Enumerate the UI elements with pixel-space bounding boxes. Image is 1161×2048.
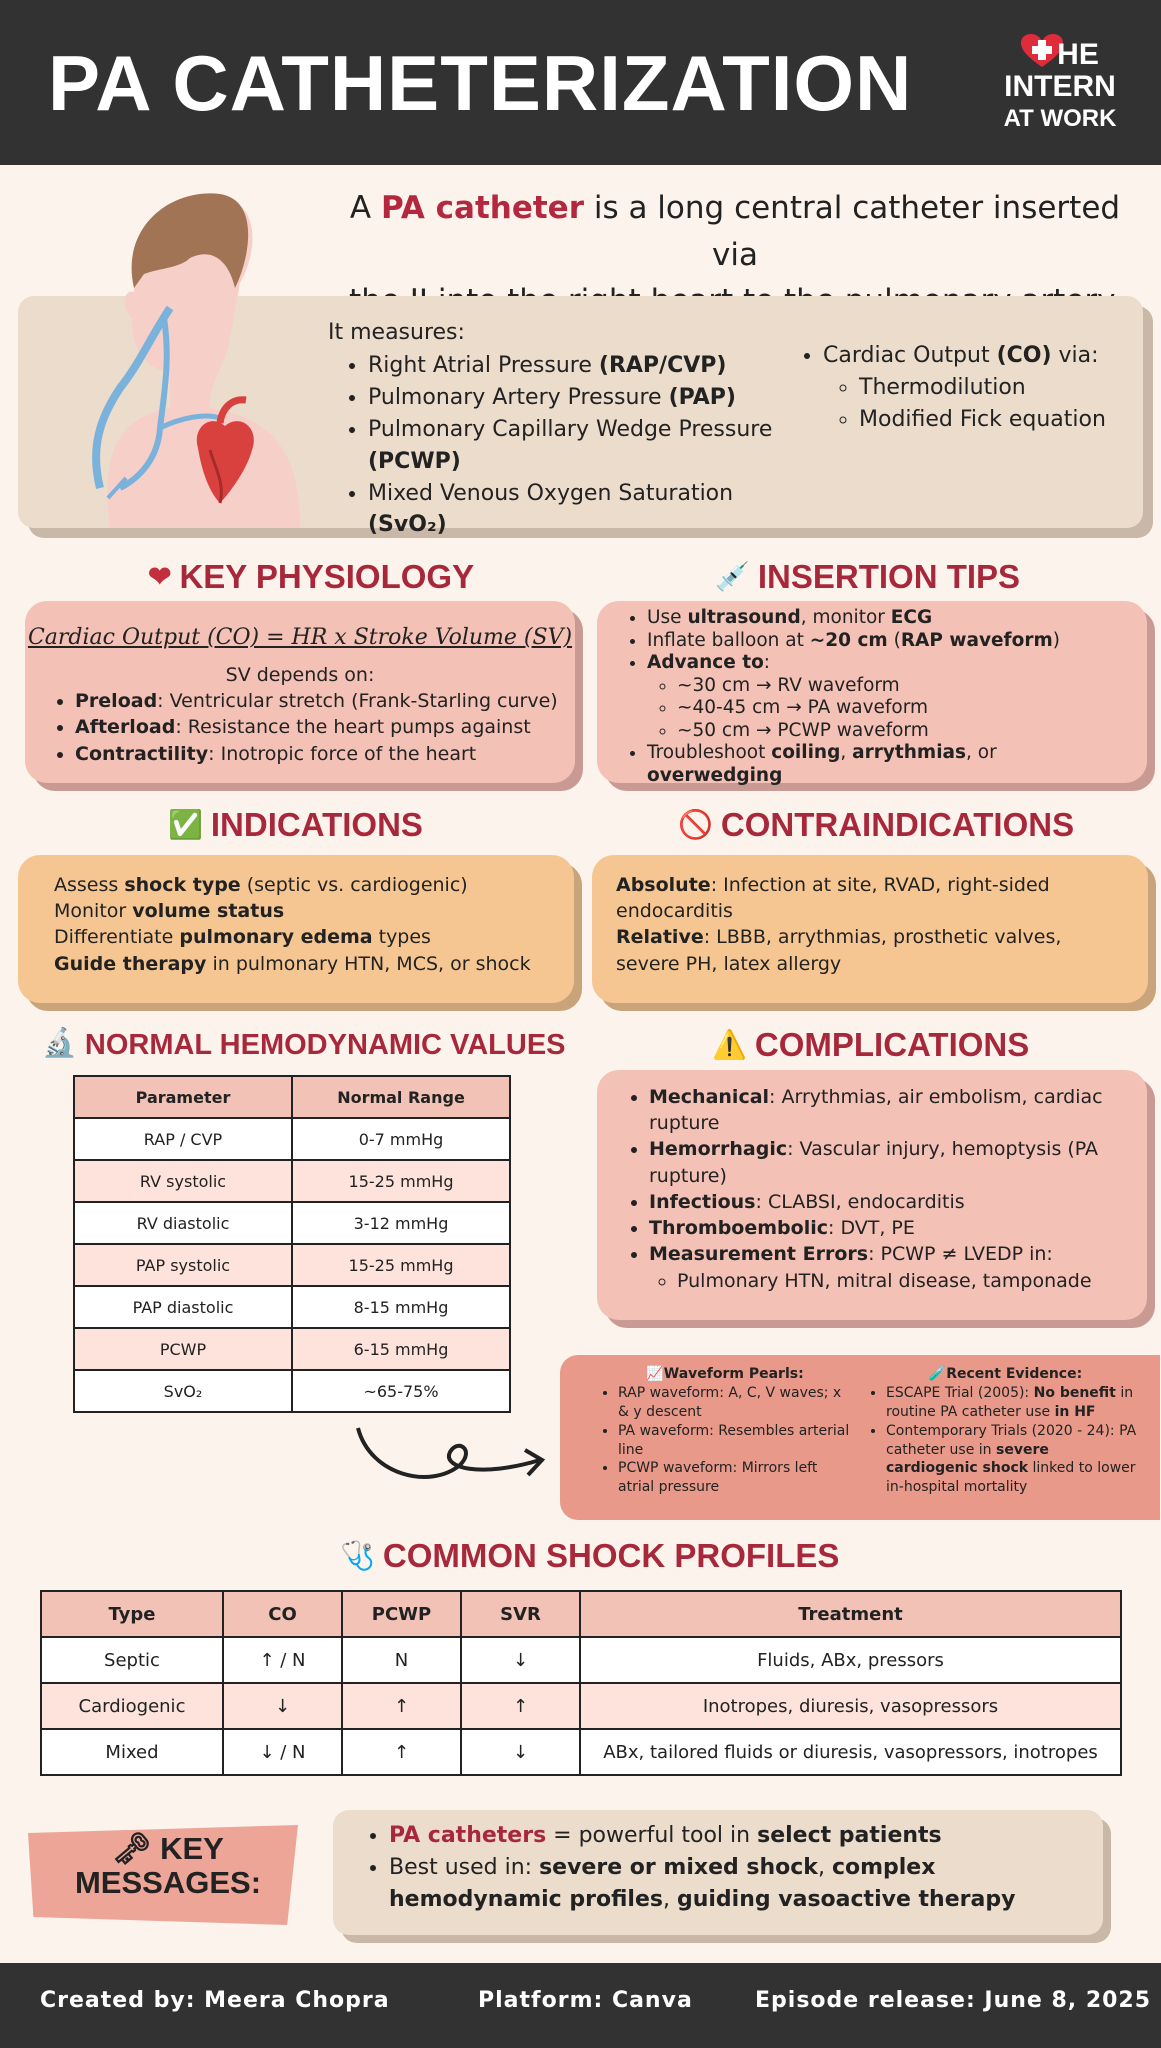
person-illustration xyxy=(60,188,320,528)
list-item: • PA catheters = powerful tool in select patients xyxy=(389,1820,1083,1852)
table-header: Parameter xyxy=(74,1076,292,1118)
list-item: • Thromboembolic: DVT, PE xyxy=(649,1215,1129,1241)
list-item: ◦ Modified Fick equation xyxy=(859,404,1155,436)
checkmark-icon: ✅ xyxy=(168,809,203,840)
list-item: • Hemorrhagic: Vascular injury, hemoptysis (PA rupture) xyxy=(649,1136,1129,1188)
table-cell: Inotropes, diuresis, vasopressors xyxy=(580,1683,1121,1729)
table-row xyxy=(41,1637,1121,1683)
list-item: • Pulmonary Artery Pressure (PAP) xyxy=(368,382,800,414)
table-cell: 6-15 mmHg xyxy=(292,1328,510,1370)
syringe-icon: 💉 xyxy=(715,561,750,592)
list-item: • Infectious: CLABSI, endocarditis xyxy=(649,1189,1129,1215)
list-item: • Mixed Venous Oxygen Saturation (SvO₂) xyxy=(368,478,800,542)
normal-values-table xyxy=(73,1075,511,1413)
list-item: ◦ ~50 cm → PCWP waveform xyxy=(677,720,1133,743)
table-cell: ↑ xyxy=(461,1683,580,1729)
table-row xyxy=(74,1118,510,1160)
table-cell: PAP diastolic xyxy=(74,1286,292,1328)
recent-evidence-title: 🧪Recent Evidence: xyxy=(928,1366,1083,1382)
table-cell: ~65-75% xyxy=(292,1370,510,1412)
list-item: • Measurement Errors: PCWP ≠ LVEDP in: ◦ Pulmonary HTN, mitral disease, tamponade xyxy=(649,1241,1129,1293)
table-cell: PCWP xyxy=(74,1328,292,1370)
contra-absolute: Absolute: Infection at site, RVAD, right-sided endocarditis xyxy=(616,874,1050,923)
indications-card xyxy=(18,855,574,1003)
footer-release: Episode release: June 8, 2025 xyxy=(755,1988,1152,2013)
key-messages-title: 🗝 KEY MESSAGES: xyxy=(74,1831,262,1901)
waveform-pearls-title: 📈Waveform Pearls: xyxy=(646,1366,804,1382)
logo-line3: AT WORK xyxy=(1003,105,1117,132)
list-item: ◦ Thermodilution xyxy=(859,372,1155,404)
table-cell: Cardiogenic xyxy=(41,1683,223,1729)
table-cell: N xyxy=(342,1637,461,1683)
table-header: CO xyxy=(223,1591,342,1637)
page-title: PA CATHETERIZATION xyxy=(48,39,913,127)
indications-title: ✅ INDICATIONS xyxy=(168,806,423,843)
intro-highlight: PA catheter xyxy=(380,190,584,226)
table-row xyxy=(74,1202,510,1244)
table-header: SVR xyxy=(461,1591,580,1637)
complications-title: ⚠️ COMPLICATIONS xyxy=(712,1026,1030,1063)
complications-card xyxy=(597,1070,1147,1320)
footer-platform: Platform: Canva xyxy=(478,1988,693,2013)
list-item: • RAP waveform: A, C, V waves; x & y descent xyxy=(618,1384,850,1422)
key-messages-box xyxy=(333,1810,1103,1935)
test-tube-icon: 🧪 xyxy=(928,1366,947,1382)
curved-arrow-icon xyxy=(350,1420,550,1500)
table-cell: PAP systolic xyxy=(74,1244,292,1286)
stethoscope-icon: 🩺 xyxy=(340,1540,375,1571)
table-header: PCWP xyxy=(342,1591,461,1637)
table-cell: RV diastolic xyxy=(74,1202,292,1244)
table-row xyxy=(74,1286,510,1328)
table-cell: 3-12 mmHg xyxy=(292,1202,510,1244)
waveform-pearls xyxy=(600,1365,850,1497)
table-header: Type xyxy=(41,1591,223,1637)
insertion-card xyxy=(597,601,1147,786)
table-cell: SvO₂ xyxy=(74,1370,292,1412)
table-cell: 0-7 mmHg xyxy=(292,1118,510,1160)
normal-values-title: 🔬 NORMAL HEMODYNAMIC VALUES xyxy=(42,1027,566,1061)
table-cell: ↑ / N xyxy=(223,1637,342,1683)
table-row xyxy=(74,1244,510,1286)
co-formula: Cardiac Output (CO) = HR x Stroke Volume (SV) xyxy=(27,625,573,650)
list-item: • Best used in: severe or mixed shock, complex hemodynamic profiles, guiding vasoactive therapy xyxy=(389,1852,1083,1916)
table-header: Treatment xyxy=(580,1591,1121,1637)
table-cell: ↓ xyxy=(461,1637,580,1683)
list-item: • PA waveform: Resembles arterial line xyxy=(618,1422,850,1460)
table-row xyxy=(74,1160,510,1202)
list-item: • Mechanical: Arrythmias, air embolism, cardiac rupture xyxy=(649,1084,1129,1136)
list-item: ◦ Pulmonary HTN, mitral disease, tamponade xyxy=(677,1268,1129,1294)
chart-icon: 📈 xyxy=(646,1366,664,1382)
key-icon: 🗝 xyxy=(112,1831,152,1866)
list-item: • Cardiac Output (CO) via: ◦ Thermodilution ◦ Modified Fick equation xyxy=(823,340,1155,436)
shock-profiles-table xyxy=(40,1590,1122,1776)
table-cell: ↓ xyxy=(223,1683,342,1729)
list-item: • Inflate balloon at ~20 cm (RAP waveform) xyxy=(647,630,1133,653)
table-row xyxy=(41,1683,1121,1729)
table-cell: ABx, tailored fluids or diuresis, vasopressors, inotropes xyxy=(580,1729,1121,1775)
contraindications-title: 🚫 CONTRAINDICATIONS xyxy=(678,806,1075,843)
measures-label: It measures: xyxy=(328,320,465,345)
list-item: • Right Atrial Pressure (RAP/CVP) xyxy=(368,350,800,382)
table-cell: RAP / CVP xyxy=(74,1118,292,1160)
table-row xyxy=(74,1328,510,1370)
table-row xyxy=(41,1729,1121,1775)
physiology-title: ❤ KEY PHYSIOLOGY xyxy=(148,558,475,595)
microscope-icon: 🔬 xyxy=(42,1027,77,1058)
list-item: • Contractility: Inotropic force of the heart xyxy=(75,741,565,767)
logo xyxy=(985,34,1135,131)
table-row xyxy=(74,1370,510,1412)
table-cell: Fluids, ABx, pressors xyxy=(580,1637,1121,1683)
contraindications-card xyxy=(592,855,1148,1003)
table-cell: 8-15 mmHg xyxy=(292,1286,510,1328)
table-cell: ↑ xyxy=(342,1683,461,1729)
list-item: Monitor volume status xyxy=(54,900,285,923)
logo-line2: INTERN xyxy=(1004,69,1116,103)
footer-creator: Created by: Meera Chopra xyxy=(40,1988,390,2013)
list-item: • Preload: Ventricular stretch (Frank-Starling curve) xyxy=(75,688,565,714)
table-cell: Septic xyxy=(41,1637,223,1683)
list-item: Guide therapy in pulmonary HTN, MCS, or shock xyxy=(54,952,531,975)
cardiac-output-list xyxy=(795,340,1155,436)
list-item: ◦ ~30 cm → RV waveform xyxy=(677,675,1133,698)
table-header-row xyxy=(74,1076,510,1118)
logo-line1: HE xyxy=(1057,38,1099,71)
table-cell: ↓ / N xyxy=(223,1729,342,1775)
list-item: • Afterload: Resistance the heart pumps against xyxy=(75,714,565,740)
list-item: • Troubleshoot coiling, arrythmias, or overwedging xyxy=(647,742,1133,787)
table-header-row xyxy=(41,1591,1121,1637)
table-header: Normal Range xyxy=(292,1076,510,1118)
contra-relative: Relative: LBBB, arrythmias, prosthetic valves, severe PH, latex allergy xyxy=(616,926,1062,975)
list-item: • Pulmonary Capillary Wedge Pressure (PCWP) xyxy=(368,414,800,478)
list-item: Assess shock type (septic vs. cardiogenic) xyxy=(54,874,468,896)
list-item: • Advance to: ◦ ~30 cm → RV waveform ◦ ~40-45 cm → PA waveform ◦ ~50 cm → PCWP waveform xyxy=(647,652,1133,742)
insertion-title: 💉 INSERTION TIPS xyxy=(715,558,1021,595)
warning-icon: ⚠️ xyxy=(712,1029,747,1060)
intro-rest: is a long central catheter inserted via xyxy=(583,190,1121,273)
recent-evidence xyxy=(868,1365,1143,1497)
measures-list xyxy=(340,350,800,541)
shock-profiles-title: 🩺 COMMON SHOCK PROFILES xyxy=(340,1537,840,1574)
table-cell: ↑ xyxy=(342,1729,461,1775)
list-item: • Contemporary Trials (2020 - 24): PA catheter use in severe cardiogenic shock linked to lower in-hospital mortality xyxy=(886,1422,1143,1498)
table-cell: 15-25 mmHg xyxy=(292,1160,510,1202)
list-item: • ESCAPE Trial (2005): No benefit in routine PA catheter use in HF xyxy=(886,1384,1143,1422)
physiology-card xyxy=(25,601,575,783)
list-item: • PCWP waveform: Mirrors left atrial pressure xyxy=(618,1459,850,1497)
sv-depends: SV depends on: xyxy=(225,664,375,686)
table-cell: 15-25 mmHg xyxy=(292,1244,510,1286)
prohibited-icon: 🚫 xyxy=(678,809,713,840)
intro-prefix: A xyxy=(349,190,381,226)
table-cell: ↓ xyxy=(461,1729,580,1775)
heart-icon: ❤ xyxy=(148,561,172,592)
list-item: ◦ ~40-45 cm → PA waveform xyxy=(677,697,1133,720)
table-cell: RV systolic xyxy=(74,1160,292,1202)
list-item: Differentiate pulmonary edema types xyxy=(54,926,431,949)
list-item: • Use ultrasound, monitor ECG xyxy=(647,607,1133,630)
table-cell: Mixed xyxy=(41,1729,223,1775)
